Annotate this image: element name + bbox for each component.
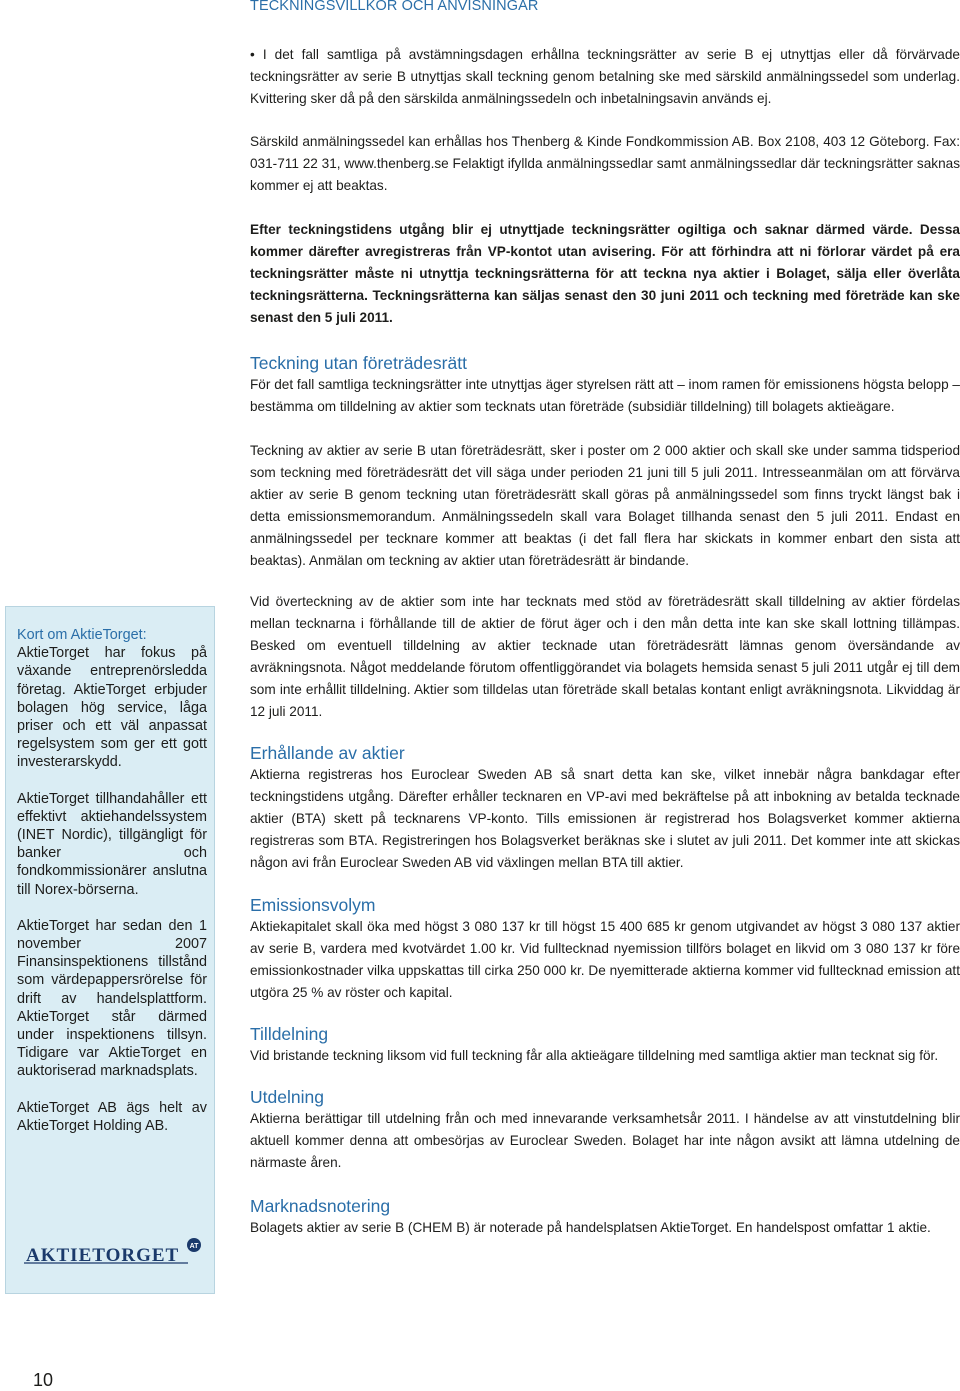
section-heading-tilldelning: Tilldelning [250, 1024, 329, 1044]
logo-badge-text: AT [189, 1243, 199, 1250]
contact-paragraph: Särskild anmälningssedel kan erhållas hos Thenberg & Kinde Fondkommission AB. Box 2108, 403 12 Göteborg. Fax: 031-711 22 31, www.thenberg.se Felaktigt ifyllda anmälningssedlar samt anmälningssedlar där teckningsrätter saknas kommer ej att beaktas. [250, 134, 960, 193]
main-column [250, 44, 960, 1239]
section-heading-teckning: Teckning utan företrädesrätt [250, 353, 467, 373]
section-paragraph: Teckning av aktier av serie B utan företrädesrätt, sker i poster om 2 000 aktier och skall ske under samma tidsperiod som teckning med företrädesrätt det vill säga under perioden 21 juni till 5 juli 2011. Intresseanmälan om att förvärva aktier av serie B genom teckning utan företrädesrätt skall göras på anmälningssedel som finns tryckt längst bak i detta emissionsmemorandum. Anmälningssedeln skall vara Bolaget tillhanda senast den 5 juli 2011. Endast en anmälningssedel per tecknare kommer att beaktas (i det fall flera har skickats in kommer enbart den sista att beaktas). Anmälan om teckning av aktier utan företrädesrätt är bindande. [250, 443, 960, 568]
info-box-paragraph: AktieTorget har sedan den 1 november 2007 Finansinspektionens tillstånd som värdepappersrörelse för drift av handelsplattform. AktieTorget står därmed under inspektionens tillsyn. Tidigare var AktieTorget en auktoriserad marknadsplats. [17, 917, 207, 1080]
info-box-paragraph: AktieTorget AB ägs helt av AktieTorget Holding AB. [17, 1099, 207, 1134]
logo-wordmark: AKTIETORGET [26, 1245, 180, 1266]
bullet-paragraph: • I det fall samtliga på avstämningsdagen erhållna teckningsrätter av serie B ej utnyttjas eller då förvärvade teckningsrätter av serie B utnyttjas skall teckning genom betalning ske med särskild anmälningssedel som underlag. Kvittering sker då på den särskilda anmälningssedeln och inbetalningsavin används ej. [250, 47, 960, 106]
aktietorget-logo [24, 1237, 204, 1273]
section-heading-erhallande: Erhållande av aktier [250, 743, 405, 763]
page-number: 10 [33, 1370, 54, 1390]
section-heading-marknadsnotering: Marknadsnotering [250, 1196, 391, 1216]
section-paragraph: Bolagets aktier av serie B (CHEM B) är noterade på handelsplatsen AktieTorget. En handelspost omfattar 1 aktie. [250, 1220, 931, 1235]
section-paragraph: Vid bristande teckning liksom vid full teckning får alla aktieägare tilldelning med samtliga aktier man tecknat sig för. [250, 1048, 939, 1063]
info-box-title: Kort om AktieTorget: [17, 627, 147, 643]
section-paragraph: Aktierna berättigar till utdelning från och med innevarande verksamhetsår 2011. I händelse av att vinstutdelning blir aktuell kommer denna att ombesörjas av Euroclear Sweden. Bolaget har inte någon avsikt att lämna utdelning de närmaste åren. [250, 1111, 960, 1170]
section-paragraph: Aktierna registreras hos Euroclear Sweden AB så snart detta kan ske, vilket innebär några bankdagar efter teckningstidens utgång. Därefter erhåller tecknaren en VP-avi med bekräftelse på att inbokning av betalda tecknade aktier (BTA) skett på tecknarens VP-konto. Tills emissionen är registrerad hos Bolagsverket kommer aktierna registreras som BTA. Registreringen hos Bolagsverket beräknas ske i slutet av juli 2011. Det kommer inte att skickas någon avi från Euroclear Sweden AB vid växlingen mellan BTA till aktier. [250, 767, 960, 870]
aktietorget-info-box [5, 606, 215, 1294]
info-box-text [17, 626, 207, 1153]
section-paragraph: Vid överteckning av de aktier som inte har tecknats med stöd av företrädesrätt skall tilldelning av aktier fördelas mellan tecknarna i förhållande till de aktier de förut äger och i den mån detta inte kan ske skall lottning tillämpas. Besked om eventuell tilldelning av aktier tecknade utan företrädesrätt lämnas genom översändande av avräkningsnota. Något meddelande förutom offentliggörandet via bolagets hemsida senast 5 juli 2011 utgår ej till dem som inte erhållit tilldelning. Aktier som tilldelas utan företräde skall betalas kontant enligt avräkningsnota. Likviddag är 12 juli 2011. [250, 594, 960, 719]
section-paragraph: För det fall samtliga teckningsrätter inte utnyttjas äger styrelsen rätt att – inom ramen för emissionens högsta belopp – bestämma om tilldelning av aktier som tecknats utan företräde (subsidiär tilldelning) till bolagets aktieägare. [250, 377, 960, 414]
info-box-paragraph: AktieTorget tillhandahåller ett effektivt aktiehandelssystem (INET Nordic), tillgängligt för banker och fondkommissionärer anslutna till Norex-börserna. [17, 790, 207, 898]
section-heading-emissionsvolym: Emissionsvolym [250, 895, 376, 915]
info-box-intro: Kort om AktieTorget: AktieTorget har fokus på växande entreprenörsledda företag. AktieTorget erbjuder bolagen hög service, låga priser och ett väl anpassat regelsystem som ger ett gott investerarskydd. [17, 627, 207, 771]
section-heading-utdelning: Utdelning [250, 1087, 324, 1107]
page-header-title: TECKNINGSVILLKOR OCH ANVISNINGAR [250, 0, 539, 14]
section-paragraph: Aktiekapitalet skall öka med högst 3 080 137 kr till högst 15 400 685 kr genom utgivandet av högst 3 080 137 aktier av serie B, vardera med kvotvärdet 1.00 kr. Vid fulltecknad nyemission tillförs bolaget en likvid om 3 080 137 kr före emissionkostnader vilka uppskattas till cirka 250 000 kr. De nyemitterade aktierna kommer vid fulltecknad emission att utgöra 25 % av röster och kapital. [250, 919, 960, 1000]
expiry-warning-paragraph: Efter teckningstidens utgång blir ej utnyttjade teckningsrätter ogiltiga och saknar därmed värde. Dessa kommer därefter avregistreras från VP-kontot utan avisering. För att förhindra att ni förlorar värdet på era teckningsrätter måste ni utnyttja teckningsrätterna för att teckna nya aktier i Bolaget, sälja eller överlåta teckningsrätterna. Teckningsrätterna kan säljas senast den 30 juni 2011 och teckning med företräde kan ske senast den 5 juli 2011. [250, 222, 960, 325]
